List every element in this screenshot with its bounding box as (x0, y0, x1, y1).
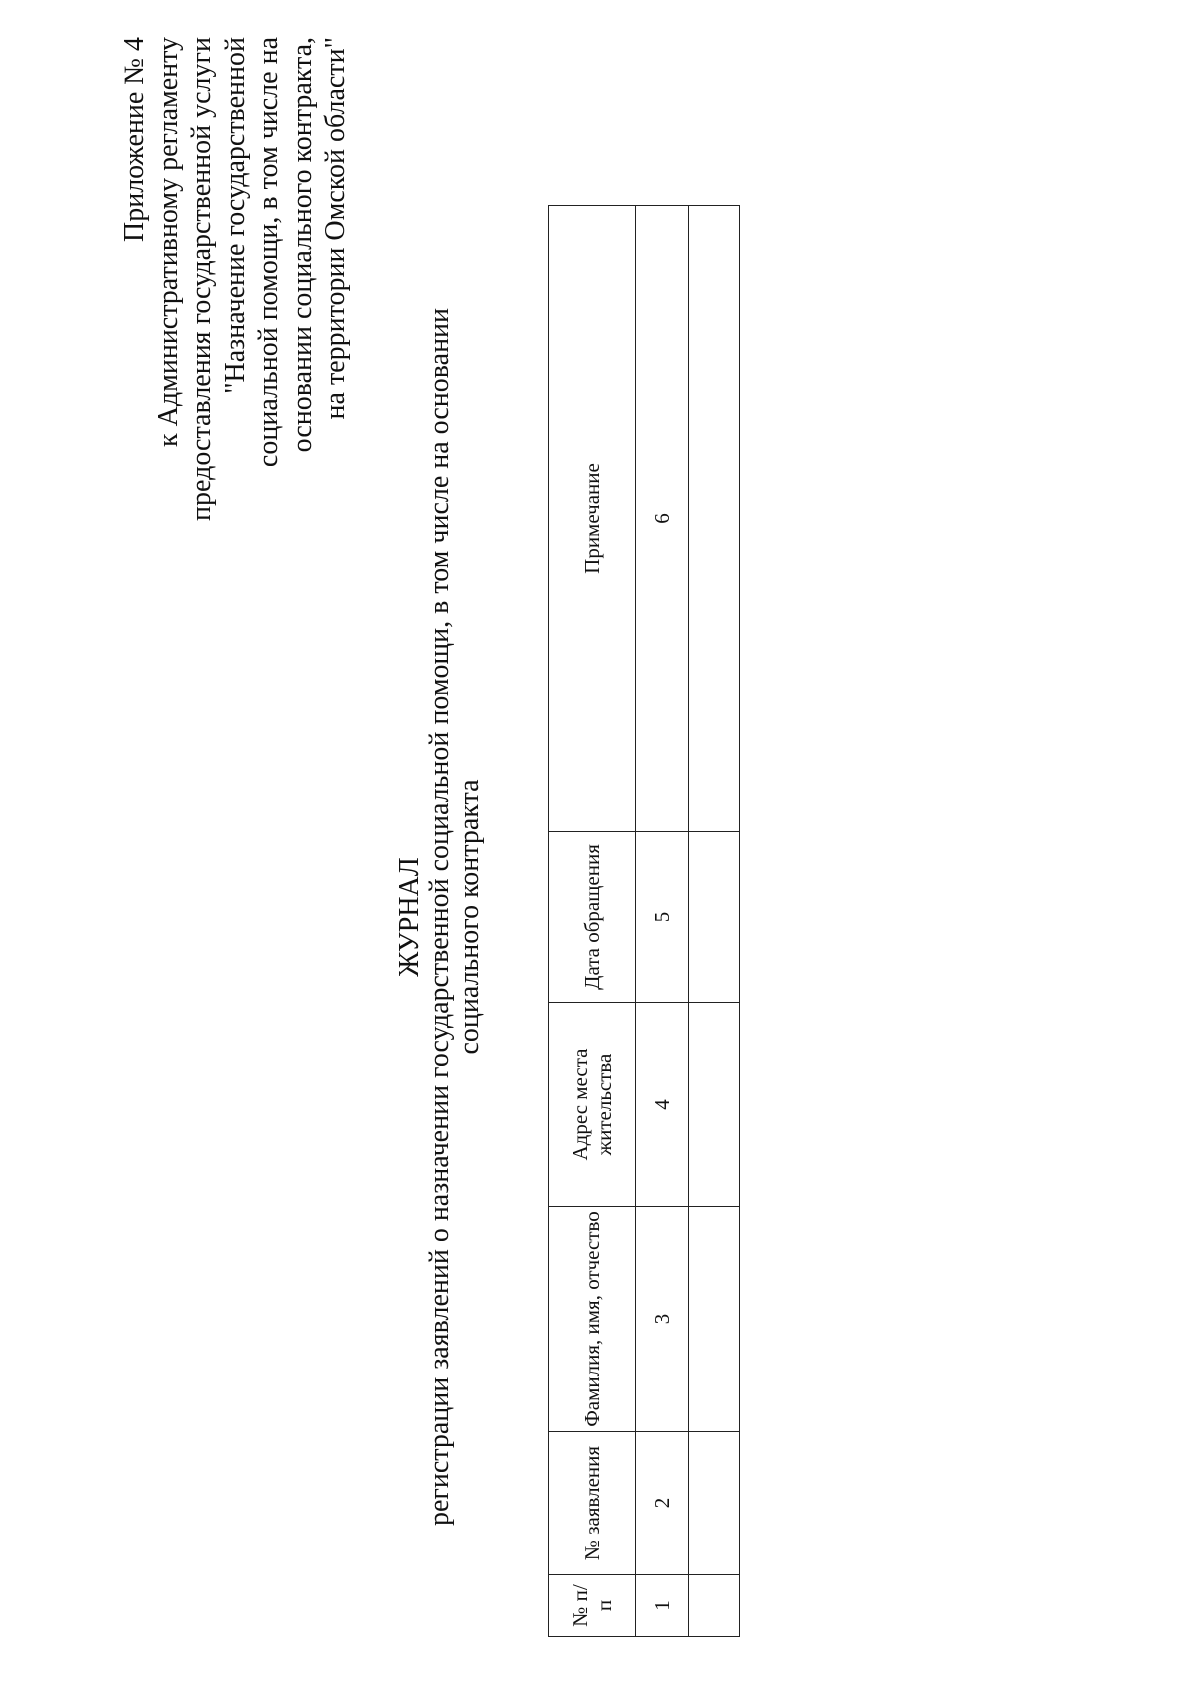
table-cell (689, 1003, 740, 1207)
table-cell (689, 1207, 740, 1432)
number-cell: 5 (636, 832, 689, 1003)
table-cell (689, 1432, 740, 1575)
table-cell (689, 832, 740, 1003)
number-cell: 1 (636, 1575, 689, 1637)
number-cell: 2 (636, 1432, 689, 1575)
annex-line-4: "Назначение государственной (219, 37, 251, 394)
table-header-row (549, 206, 636, 1637)
annex-line-2: к Административному регламенту (152, 37, 184, 447)
table-numbering-row (636, 206, 689, 1637)
header-cell-note: Примечание (549, 206, 636, 832)
header-cell-date: Дата обращения (549, 832, 636, 1003)
annex-line-7: на территории Омской области" (320, 37, 351, 420)
journal-table (548, 205, 740, 1637)
header-cell-full-name: Фамилия, имя, отчество (549, 1207, 636, 1432)
journal-heading (395, 297, 485, 1537)
annex-line-5: социальной помощи, в том числе на (253, 37, 284, 468)
journal-subtitle-line-1: регистрации заявлений о назначении государственной социальной помощи, в том числе на основании (424, 307, 455, 1527)
table-cell (689, 206, 740, 832)
number-cell: 4 (636, 1003, 689, 1207)
number-cell: 3 (636, 1207, 689, 1432)
table-row (689, 206, 740, 1637)
annex-line-3: предоставления государственной услуги (186, 37, 217, 521)
header-cell-application-number: № заявления (549, 1432, 636, 1575)
number-cell: 6 (636, 206, 689, 832)
journal-subtitle-line-2: социального контракта (454, 779, 485, 1055)
header-cell-number: № п/п (549, 1575, 636, 1637)
journal-title: ЖУРНАЛ (394, 857, 425, 977)
annex-line-6: основании социального контракта, (286, 37, 318, 453)
annex-line-1: Приложение № 4 (119, 37, 150, 242)
annex-block (118, 37, 353, 557)
table-cell (689, 1575, 740, 1637)
header-cell-address: Адрес места жительства (549, 1003, 636, 1207)
